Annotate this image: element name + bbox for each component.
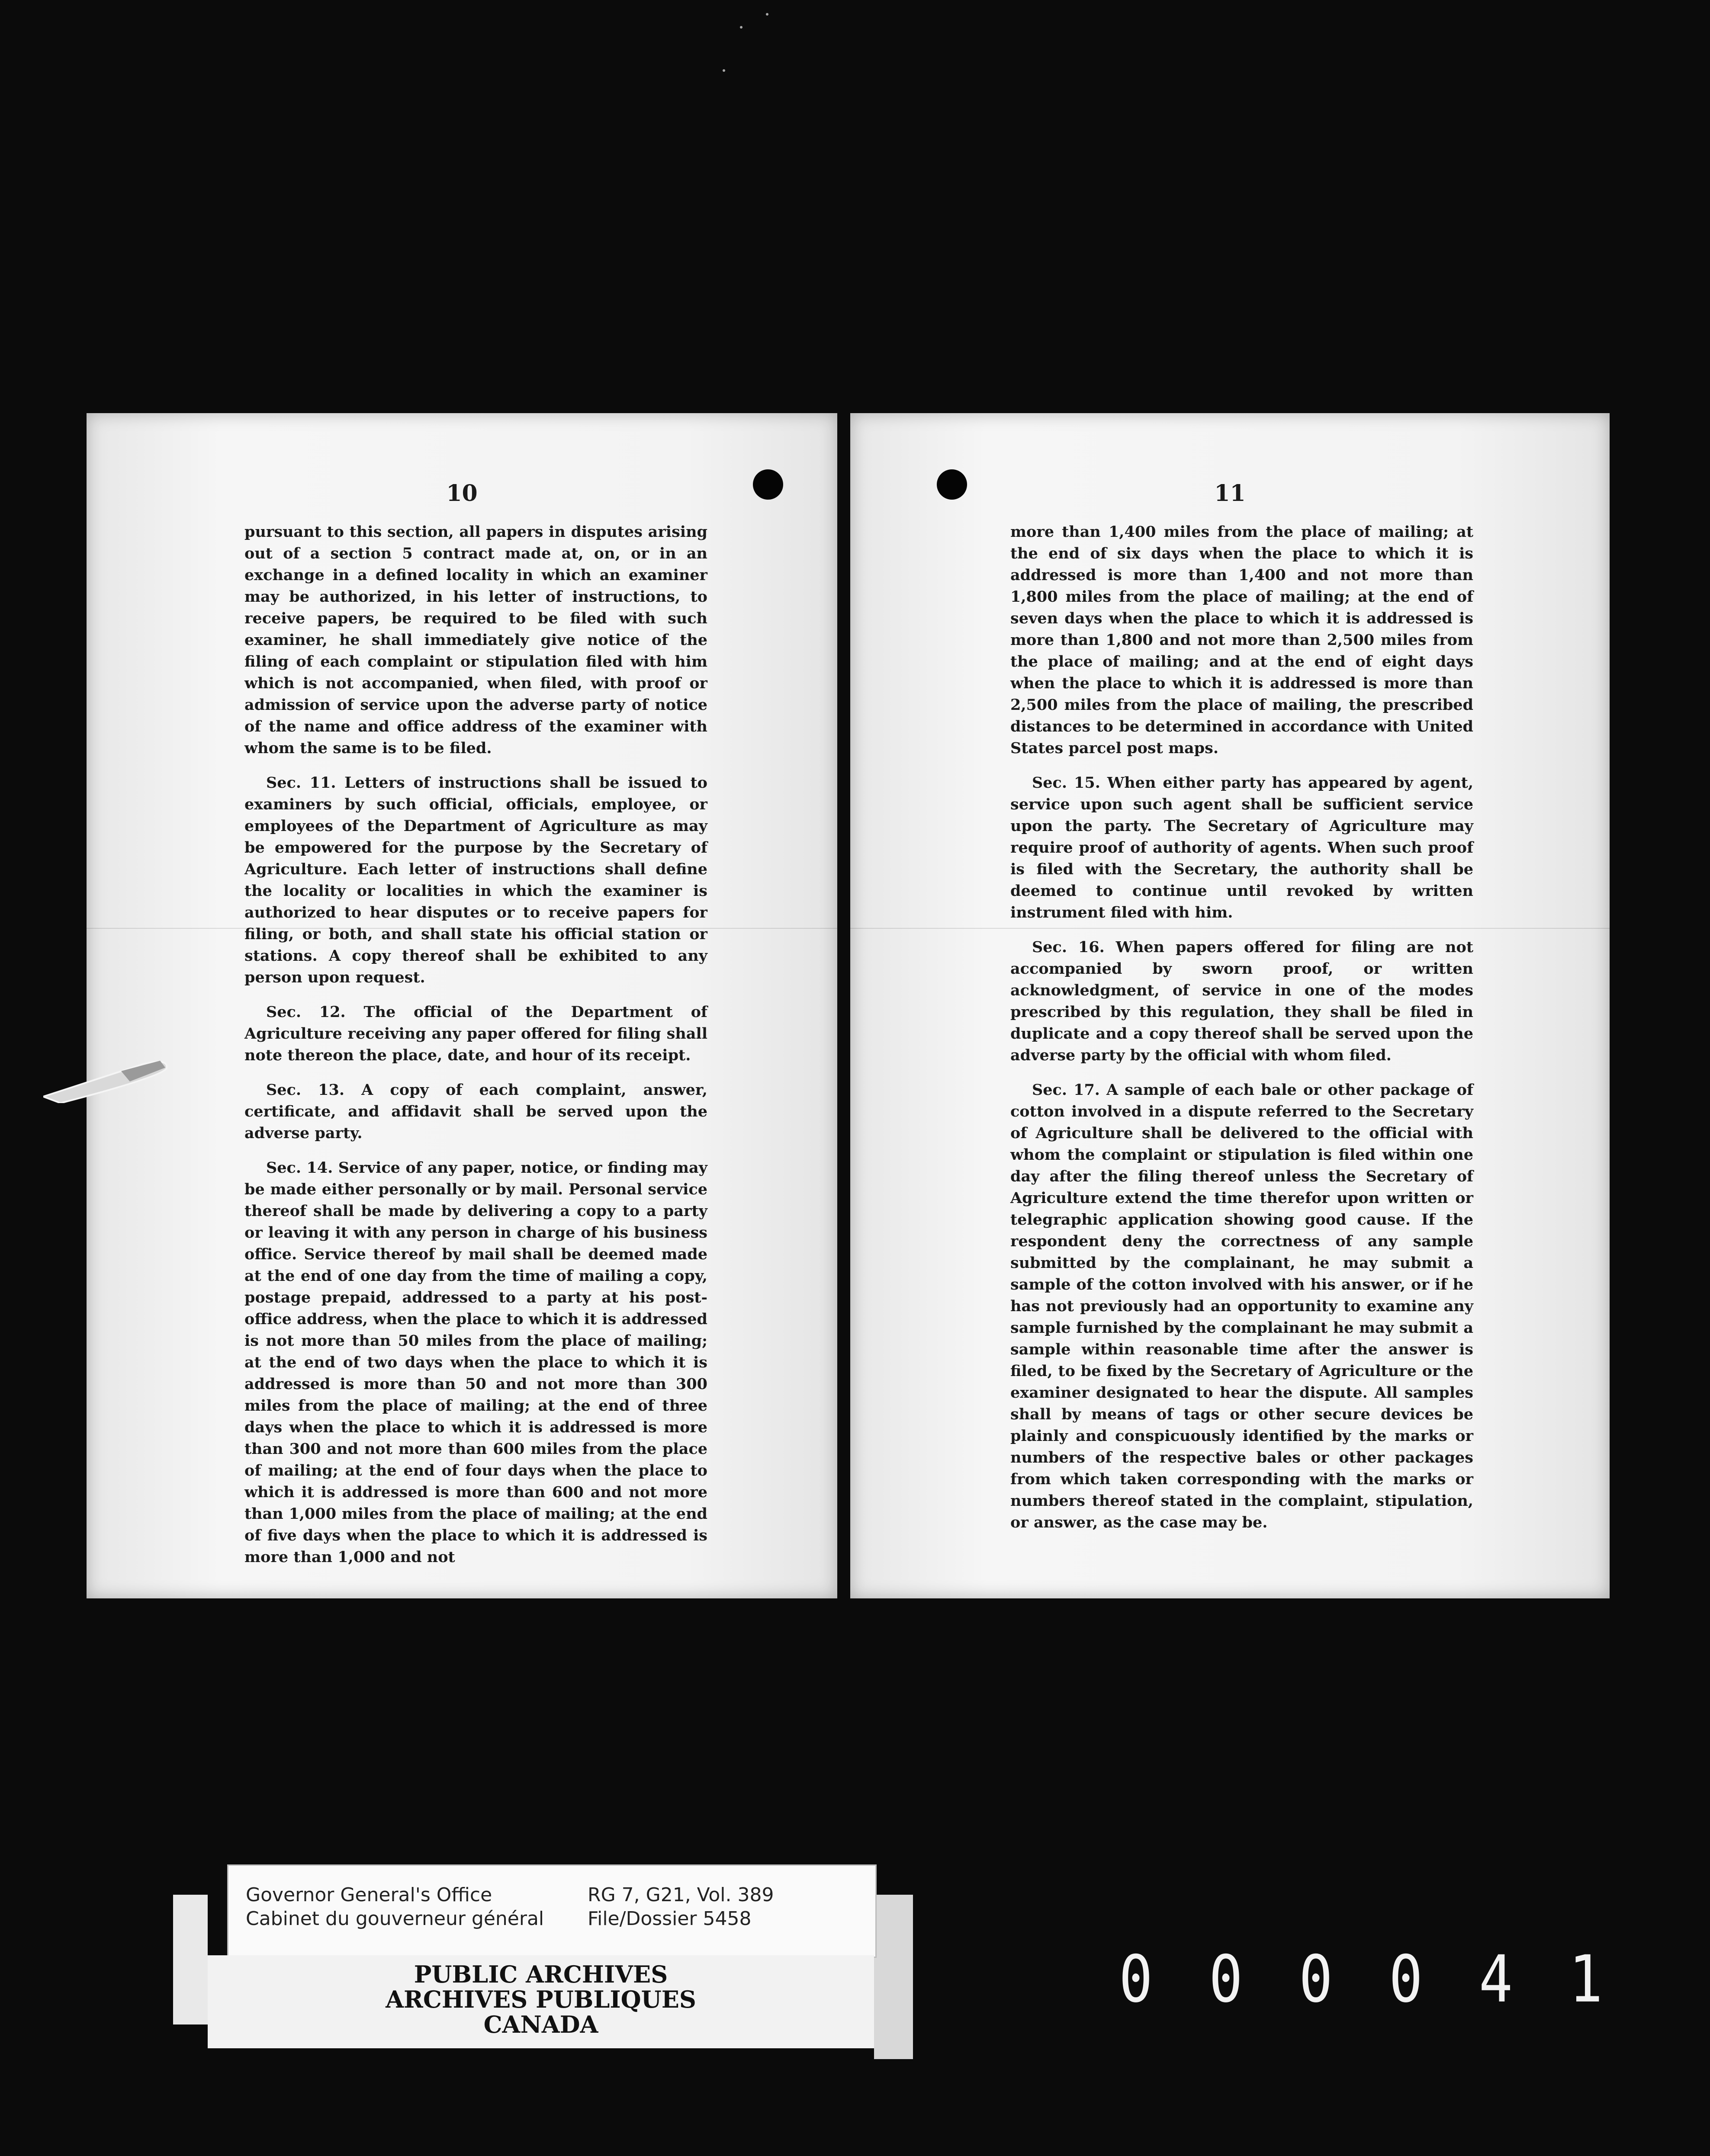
page-number: 10 [446,480,478,507]
frame-digit: 0 [1389,1941,1423,2017]
archives-stamp [208,1955,874,2048]
archives-stamp-text [208,1962,874,2037]
office-fr: Cabinet du gouverneur général [246,1908,544,1930]
frame-digit: 0 [1209,1941,1243,2017]
paragraph: more than 1,400 miles from the place of mailing; at the end of six days when the place to which it is addressed is more than 1,400 and not more than 1,800 miles from the place of mailing; at the end of seven days when the place to which it is addressed is more than 1,800 and not more than 2,500 miles from the place of mailing; and at the end of eight days when the place to which it is addressed is more than 2,500 miles from the place of mailing, the prescribed distances to be determined in accordance with United States parcel post maps. [1010,523,1473,757]
speck [723,69,725,72]
document-spread [87,413,1610,1598]
frame-digit: 0 [1119,1941,1153,2017]
paragraph-sec-11: Sec. 11. Letters of instructions shall be issued to examiners by such official, officials, employee, or employees of the Department of Agriculture as may be empowered for the purpose by the Secretary of Agriculture. Each letter of instructions shall define the locality or localities in which the examiner is authorized to hear disputes or to receive papers for filing, or both, and shall state his official station or stations. A copy thereof shall be exhibited to any person upon request. [244,774,707,986]
scan-specks [714,9,779,95]
paragraph-sec-13: Sec. 13. A copy of each complaint, answer, certificate, and affidavit shall be served upon the adverse party. [244,1081,707,1142]
label-backing [173,1895,208,2024]
paragraph: pursuant to this section, all papers in disputes arising out of a section 5 contract made at, on, or in an exchange in a defined locality in which an examiner may be authorized, in his letter of instructions, to receive papers, be required to be filed with such examiner, he shall immediately give notice of the filing of each complaint or stipulation filed with him which is not accompanied, when filed, with proof or admission of service upon the adverse party of notice of the name and office address of the examiner with whom the same is to be filed. [244,523,707,757]
stamp-line-1: PUBLIC ARCHIVES [414,1960,668,1988]
stamp-line-2: ARCHIVES PUBLIQUES [386,1986,696,2013]
frame-digit: 0 [1299,1941,1333,2017]
paragraph-sec-15: Sec. 15. When either party has appeared by agent, service upon such agent shall be sufficient service upon the party. The Secretary of Agriculture may require proof of authority of agents. When such proof is filed with the Secretary, the authority shall be deemed to continue until revoked by written instrument filed with him. [1010,774,1473,921]
paragraph-sec-16: Sec. 16. When papers offered for filing are not accompanied by sworn proof, or written acknowledgment, of service in one of the modes prescribed by this regulation, they shall be filed in duplicate and a copy thereof shall be served upon the adverse party by the official with whom filed. [1010,938,1473,1064]
page-gutter [837,413,850,1598]
stamp-line-3: CANADA [483,2011,598,2038]
archive-label-office [246,1883,544,1931]
frame-number [1101,1941,1620,2017]
frame-digit: 4 [1479,1941,1513,2017]
paragraph-sec-17: Sec. 17. A sample of each bale or other package of cotton involved in a dispute referred to the Secretary of Agriculture shall be delivered to the official with whom the complaint or stipulation is filed within one day after the filing thereof unless the Secretary of Agriculture extend the time therefor upon written or telegraphic application showing good cause. If the respondent deny the correctness of any sample submitted by the complainant, he may submit a sample of the cotton involved with his answer, or if he has not previously had an opportunity to examine any sample furnished by the complainant he may submit a sample within reasonable time after the answer is filed, to be fixed by the Secretary of Agriculture or the examiner designated to hear the dispute. All samples shall by means of tags or other secure devices be plainly and conspicuously identified by the marks or numbers of the respective bales or other packages from which taken corresponding with the marks or numbers thereof stated in the complaint, stipulation, or answer, as the case may be. [1010,1081,1473,1531]
speck [766,13,768,16]
file-number: File/Dossier 5458 [588,1908,752,1930]
page-number: 11 [1214,480,1246,507]
pencil-tip-icon [43,1056,173,1103]
paragraph-sec-14: Sec. 14. Service of any paper, notice, or finding may be made either personally or by mail. Personal service thereof shall be made by delivering a copy to a party or leaving it with any person in charge of his business office. Service thereof by mail shall be deemed made at the end of one day from the time of mailing a copy, postage prepaid, addressed to a party at his post-office address, when the place to which it is addressed is not more than 50 miles from the place of mailing; at the end of two days when the place to which it is addressed is more than 50 and not more than 300 miles from the place of mailing; at the end of three days when the place to which it is addressed is more than 300 and not more than 600 miles from the place of mailing; at the end of four days when the place to which it is addressed is more than 600 and not more than 1,000 miles from the place of mailing; at the end of five days when the place to which it is addressed is more than 1,000 and not [244,1159,707,1566]
reference-number: RG 7, G21, Vol. 389 [588,1884,774,1906]
paragraph-sec-12: Sec. 12. The official of the Department of Agriculture receiving any paper offered for filing shall note thereon the place, date, and hour of its receipt. [244,1003,707,1064]
archive-label-reference [588,1883,774,1931]
body-text [244,521,707,1581]
frame-digit: 1 [1569,1941,1603,2017]
archive-label [227,1864,877,1958]
page-left [87,413,837,1598]
speck [740,26,742,29]
office-en: Governor General's Office [246,1884,492,1906]
body-text [1010,521,1473,1546]
page-right [850,413,1610,1598]
label-backing [874,1895,913,2059]
